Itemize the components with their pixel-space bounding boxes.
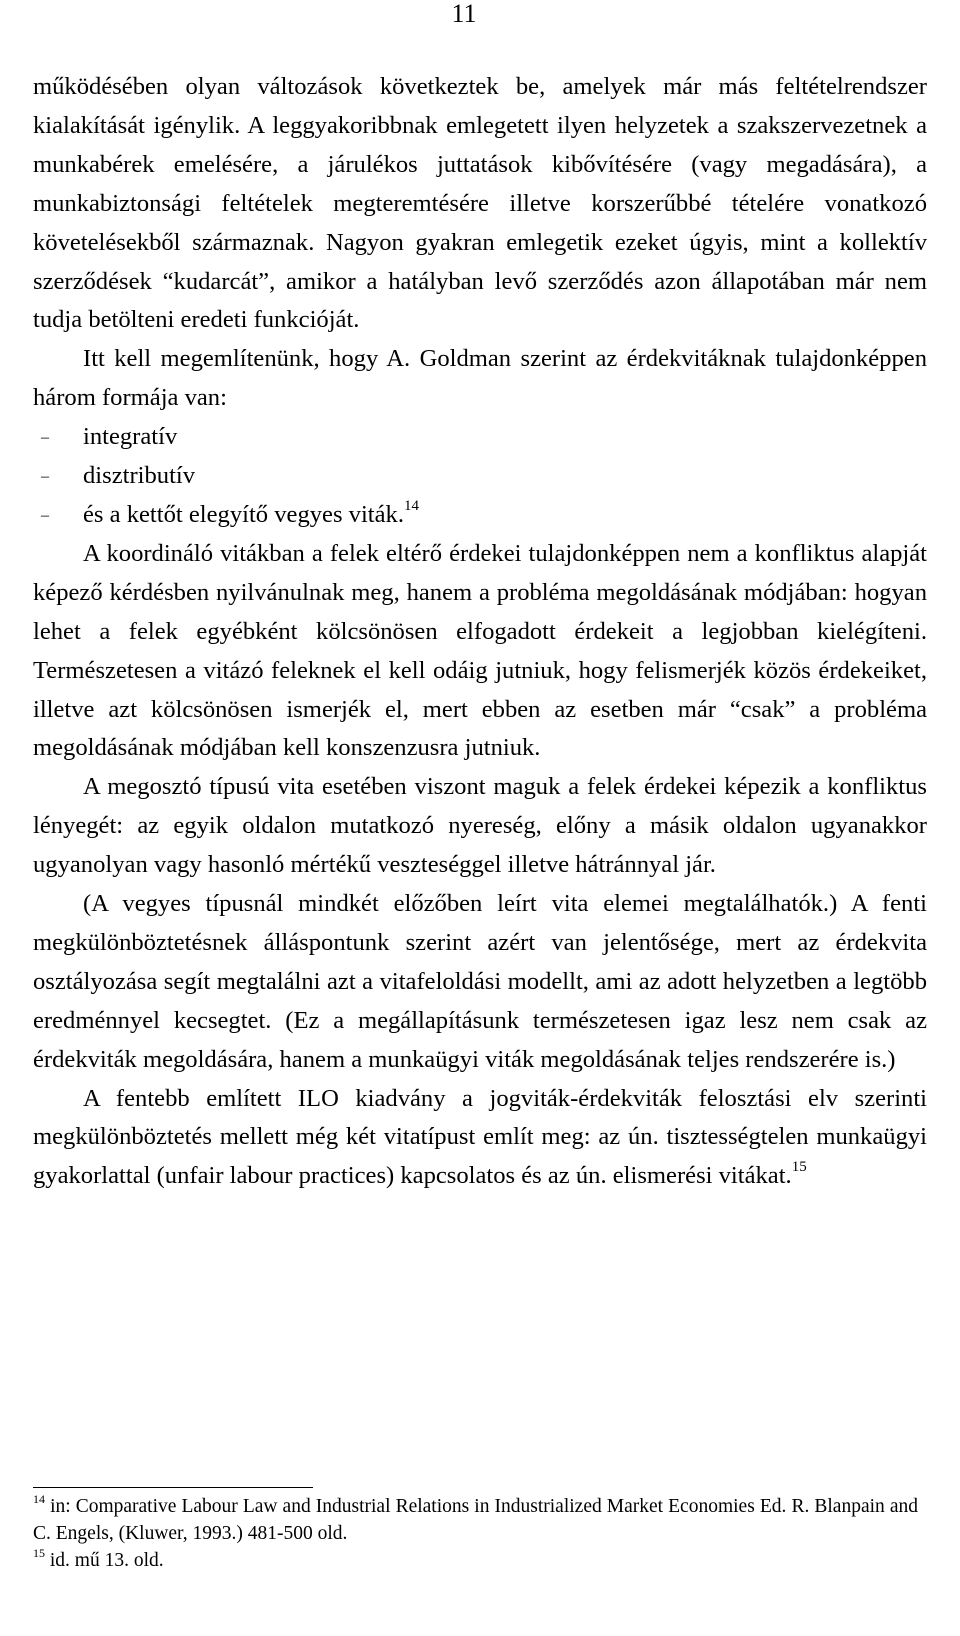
footnote-number: 15 [33, 1546, 45, 1560]
footnote-reference[interactable]: 14 [404, 497, 419, 514]
footnote-text: in: Comparative Labour Law and Industrial Relations in Industrialized Market Economies Ed. R. Blanpain and C. Engels, (Kluwer, 1993.) 481-500 old. [33, 1496, 918, 1544]
dash-bullet: – [41, 468, 49, 486]
footnote-text: id. mű 13. old. [49, 1550, 164, 1571]
list-item: – integratív [33, 418, 927, 457]
dash-bullet: – [41, 506, 49, 524]
paragraph: (A vegyes típusnál mindkét előzőben leírt vita elemei megtalálhatók.) A fenti megkülönböztetésnek álláspontunk szerint azért van jelentősége, mert az érdekvita osztályozása segít megtalálni azt a vitafeloldási modellt, ami az adott helyzetben a legtöbb eredménnyel kecsegtet. (Ez a megállapításunk természetesen igaz lesz nem csak az érdekviták megoldására, hanem a munkaügyi viták megoldásának teljes rendszerére is.) [33, 890, 927, 1073]
footnote-number: 14 [33, 1492, 45, 1506]
paragraph: A megosztó típusú vita esetében viszont maguk a felek érdekei képezik a konfliktus lényegét: az egyik oldalon mutatkozó nyereség, előny a másik oldalon ugyanakkor ugyanolyan vagy hasonló mértékű veszteséggel illetve hátránnyal jár. [33, 773, 927, 879]
paragraph: Itt kell megemlítenünk, hogy A. Goldman szerint az érdekvitáknak tulajdonképpen három formája van: [33, 345, 927, 412]
page-number: 11 [451, 0, 477, 28]
dash-bullet: – [41, 429, 49, 447]
dispute-forms-list [33, 418, 927, 535]
paragraph: A koordináló vitákban a felek eltérő érdekei tulajdonképpen nem a konfliktus alapját képező kérdésben nyilvánulnak meg, hanem a probléma megoldásának módjában: hogyan lehet a felek egyébként kölcsönösen elfogadott érdekeit a legjobban kielégíteni. Természetesen a vitázó feleknek el kell odáig jutniuk, hogy felismerjék közös érdekeiket, illetve azt kölcsönösen ismerjék el, mert ebben az esetben már “csak” a probléma megoldásának módjában kell konszenzusra jutniuk. [33, 539, 927, 762]
footnote-separator [33, 1487, 313, 1488]
list-item: – és a kettőt elegyítő vegyes viták.$^{14}$ [33, 496, 927, 535]
paragraph: A fentebb említett ILO kiadvány a jogviták-érdekviták felosztási elv szerinti megkülönböztetés mellett még két vitatípust említ meg: az ún. tisztességtelen munkaügyi gyakorlattal (unfair labour practices) kapcsolatos és az ún. elismerési vitákat.$^{15}$ [33, 1084, 927, 1190]
body-text [33, 68, 927, 1196]
list-item: – disztributív [33, 457, 927, 496]
footnote [33, 1493, 918, 1547]
footnotes [33, 1493, 918, 1574]
footnote-reference[interactable]: 15 [791, 1159, 807, 1176]
footnote [33, 1547, 918, 1574]
paragraph: működésében olyan változások következtek be, amelyek már más feltételrendszer kialakítását igénylik. A leggyakoribbnak emlegetett ilyen helyzetek a szakszervezetnek a munkabérek emelésére, a járulékos juttatások kibővítésére (vagy megadására), a munkabiztonsági feltételek megteremtésére illetve korszerűbbé tételére vonatkozó követelésekből származnak. Nagyon gyakran emlegetik ezeket úgyis, mint a kollektív szerződések “kudarcát”, amikor a hatályban levő szerződés azon állapotában már nem tudja betölteni eredeti funkcióját. [33, 73, 927, 334]
